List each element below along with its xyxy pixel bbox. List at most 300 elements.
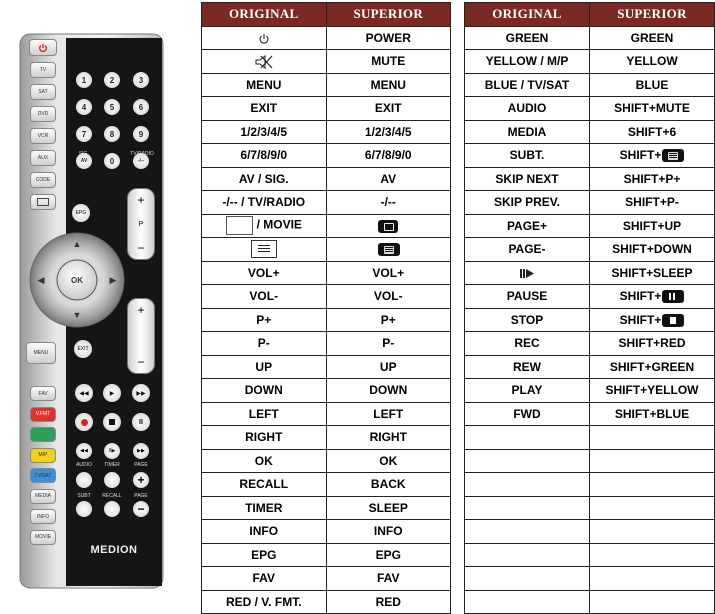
table-row (202, 26, 451, 50)
superior-label: VOL- (373, 289, 403, 304)
superior-label: VOL+ (372, 265, 405, 280)
teletext-button (30, 194, 56, 210)
original-cell (202, 543, 327, 567)
superior-cell (326, 332, 451, 356)
original-label: BLUE / TV/SAT (484, 77, 570, 92)
original-label: P- (257, 336, 270, 351)
transport-key-small: ▶▶ (133, 443, 149, 459)
original-cell (202, 426, 327, 450)
original-label: OK (254, 453, 273, 468)
original-cell (202, 590, 327, 614)
down-arrow-icon: ▼ (72, 310, 82, 320)
original-cell (465, 191, 590, 215)
original-label: MENU (246, 77, 282, 92)
mapping-table-right (464, 2, 715, 614)
original-label: AV / SIG. (238, 171, 289, 186)
table-row (202, 473, 451, 497)
superior-cell (326, 355, 451, 379)
round-key (104, 472, 120, 488)
superior-cell (326, 214, 451, 238)
original-cell (202, 355, 327, 379)
superior-cell (590, 590, 715, 614)
original-cell (465, 26, 590, 50)
original-label: REW (513, 359, 541, 374)
timer-label: TIMER (104, 461, 120, 468)
table-row (202, 120, 451, 144)
superior-label: SHIFT+ (619, 148, 662, 163)
superior-label: DOWN (369, 383, 408, 398)
page-label-2: PAGE (134, 492, 148, 499)
superior-label: UP (379, 359, 397, 374)
transport-key: ▶▶ (132, 384, 150, 402)
transport-key-small: II▶ (104, 443, 120, 459)
table-row (202, 97, 451, 121)
bottom-left-button: M/P (30, 448, 56, 463)
bottom-left-button: TV/SAT (30, 468, 56, 483)
original-cell (202, 97, 327, 121)
menu-button: MENU (26, 342, 56, 364)
numpad-key: -/-- (133, 153, 149, 169)
original-label: FWD (513, 406, 541, 421)
superior-label: POWER (365, 30, 411, 45)
original-cell (465, 238, 590, 262)
transport-key: ◀◀ (75, 384, 93, 402)
superior-label: LEFT (373, 406, 404, 421)
teletext-icon (251, 241, 277, 255)
table-row (202, 191, 451, 215)
source-button: SAT (30, 84, 56, 100)
subt-label: SUBT (77, 492, 91, 499)
original-label: PAUSE (506, 289, 548, 304)
numpad-key: 7 (76, 126, 92, 142)
superior-label: EPG (375, 547, 401, 562)
blank-box-icon (226, 218, 257, 232)
volume-rocker: + − (127, 298, 155, 374)
superior-cell (326, 50, 451, 74)
table-row (465, 308, 715, 332)
original-cell (465, 355, 590, 379)
numpad-key: 9 (133, 126, 149, 142)
superior-cell (590, 355, 715, 379)
superior-cell (326, 426, 451, 450)
superior-label: FAV (377, 571, 400, 586)
power-icon (258, 31, 270, 45)
superior-label: BACK (370, 477, 406, 492)
recall-label: RECALL (102, 492, 122, 499)
superior-cell (590, 332, 715, 356)
table-row (202, 73, 451, 97)
brand-logo: MEDION (90, 544, 138, 556)
original-label: RED / V. FMT. (225, 594, 302, 609)
original-cell (202, 473, 327, 497)
superior-cell (590, 473, 715, 497)
bottom-left-button: INFO (30, 509, 56, 524)
original-label: STOP (510, 312, 544, 327)
superior-cell (590, 144, 715, 168)
original-label: 1/2/3/4/5 (240, 124, 288, 139)
table-row (465, 214, 715, 238)
original-cell (202, 379, 327, 403)
superior-cell (590, 50, 715, 74)
table-row (465, 496, 715, 520)
bottom-left-button (30, 427, 56, 442)
table-row (465, 355, 715, 379)
pause-button: II (132, 413, 150, 431)
header-original: ORIGINAL (202, 3, 327, 27)
table-row (202, 238, 451, 262)
original-label: FAV (252, 571, 275, 586)
round-key (76, 472, 92, 488)
table-row (465, 426, 715, 450)
p-label: P (138, 220, 144, 228)
original-label: SKIP PREV. (493, 195, 561, 210)
table-row (465, 144, 715, 168)
table-row (465, 567, 715, 591)
table-row (465, 520, 715, 544)
superior-cell (326, 261, 451, 285)
superior-label: RED (375, 594, 401, 609)
table-row (465, 167, 715, 191)
numpad-key: 3 (133, 72, 149, 88)
superior-cell (326, 567, 451, 591)
table-row (202, 496, 451, 520)
original-cell (202, 332, 327, 356)
numpad-key: 5 (104, 99, 120, 115)
original-label: SKIP NEXT (495, 171, 559, 186)
black-stop-key-icon (661, 313, 684, 327)
original-cell (465, 167, 590, 191)
superior-cell (326, 238, 451, 262)
table-row (465, 332, 715, 356)
original-label: RECALL (239, 477, 289, 492)
superior-label: SLEEP (368, 500, 408, 515)
transport-key-small: ◀◀ (76, 443, 92, 459)
table-row (465, 285, 715, 309)
table-row (465, 73, 715, 97)
superior-label: RIGHT (369, 430, 407, 445)
superior-cell (590, 426, 715, 450)
sig-label: SIG (78, 150, 88, 157)
original-cell (202, 285, 327, 309)
up-arrow-icon: ▲ (72, 239, 82, 249)
original-cell (465, 261, 590, 285)
original-label: AUDIO (507, 101, 547, 116)
original-cell (465, 590, 590, 614)
table-row (465, 261, 715, 285)
original-cell (465, 379, 590, 403)
superior-cell (590, 120, 715, 144)
superior-cell (326, 520, 451, 544)
black-teletext-key-icon (661, 148, 684, 162)
superior-label: SHIFT+P- (625, 195, 679, 210)
step-play-icon (518, 266, 536, 280)
original-cell (465, 402, 590, 426)
superior-cell (590, 520, 715, 544)
bottom-left-button: MOVIE (30, 530, 56, 545)
tvradio-label: TV/RADIO (130, 150, 154, 157)
original-cell (202, 26, 327, 50)
superior-label: SHIFT+ (619, 312, 662, 327)
numpad-key: 1 (76, 72, 92, 88)
superior-cell (590, 191, 715, 215)
superior-label: 6/7/8/9/0 (364, 148, 412, 163)
black-pause-key-icon (661, 289, 684, 303)
table-row (202, 308, 451, 332)
original-label: SUBT. (509, 148, 545, 163)
table-row (465, 97, 715, 121)
numpad-key: 4 (76, 99, 92, 115)
rec-button (75, 413, 93, 431)
superior-label: SHIFT+UP (622, 218, 682, 233)
superior-cell (326, 285, 451, 309)
channel-rocker: + P − (127, 188, 155, 260)
superior-label: EXIT (374, 101, 402, 116)
original-cell (202, 191, 327, 215)
original-cell (202, 449, 327, 473)
black-key-icon (378, 219, 398, 233)
original-cell (202, 496, 327, 520)
superior-cell (590, 543, 715, 567)
source-button: VCR (30, 128, 56, 144)
superior-cell (326, 308, 451, 332)
superior-cell (326, 120, 451, 144)
superior-cell (326, 191, 451, 215)
original-cell (465, 97, 590, 121)
numpad-key: AV (76, 153, 92, 169)
remote-overlay (0, 0, 200, 612)
superior-label: BLUE (635, 77, 669, 92)
original-cell (202, 167, 327, 191)
table-row (202, 214, 451, 238)
original-cell (465, 567, 590, 591)
original-label: 6/7/8/9/0 (240, 148, 288, 163)
epg-button: EPG (72, 204, 90, 222)
superior-label: AV (380, 171, 397, 186)
superior-cell (590, 449, 715, 473)
original-label: PAGE- (508, 242, 546, 257)
superior-label: OK (379, 453, 398, 468)
left-arrow-icon: ◀ (37, 274, 45, 285)
table-row (202, 590, 451, 614)
table-row (465, 402, 715, 426)
mapping-table-left (201, 2, 451, 614)
original-cell (465, 285, 590, 309)
numpad-key: 6 (133, 99, 149, 115)
source-button: CODE (30, 172, 56, 188)
original-cell (202, 238, 327, 262)
superior-cell (326, 402, 451, 426)
round-key (76, 501, 92, 517)
superior-cell (326, 496, 451, 520)
superior-cell (590, 285, 715, 309)
original-label: INFO (249, 524, 279, 539)
superior-label: SHIFT+GREEN (609, 359, 695, 374)
original-label: EXIT (250, 101, 278, 116)
superior-label: MUTE (371, 54, 406, 69)
original-cell (465, 426, 590, 450)
superior-cell (590, 308, 715, 332)
header-original: ORIGINAL (465, 3, 590, 27)
table-row (465, 379, 715, 403)
superior-label: SHIFT+6 (627, 124, 677, 139)
round-key (104, 501, 120, 517)
stop-button (103, 413, 121, 431)
table-row (202, 144, 451, 168)
table-row (202, 355, 451, 379)
numpad-key: 8 (104, 126, 120, 142)
table-row (202, 520, 451, 544)
superior-cell (590, 73, 715, 97)
superior-label: SHIFT+MUTE (614, 101, 690, 116)
original-cell (202, 120, 327, 144)
superior-cell (590, 379, 715, 403)
superior-cell (590, 26, 715, 50)
superior-cell (590, 567, 715, 591)
page-minus-button: − (133, 501, 149, 517)
original-cell (465, 473, 590, 497)
original-label: LEFT (248, 406, 279, 421)
original-label: GREEN (505, 30, 549, 45)
original-label: PAGE+ (506, 218, 548, 233)
original-cell (202, 261, 327, 285)
original-label: TIMER (245, 500, 283, 515)
table-row (202, 332, 451, 356)
page-plus-button: + (133, 472, 149, 488)
header-superior: SUPERIOR (590, 3, 715, 27)
table-row (202, 449, 451, 473)
superior-cell (590, 97, 715, 121)
table-row (465, 26, 715, 50)
transport-key: ▶ (103, 384, 121, 402)
superior-cell (326, 590, 451, 614)
header-superior: SUPERIOR (326, 3, 451, 27)
superior-label: INFO (373, 524, 403, 539)
table-row (465, 473, 715, 497)
audio-label: AUDIO (76, 461, 92, 468)
original-cell (465, 50, 590, 74)
original-cell (202, 308, 327, 332)
original-label: EPG (251, 547, 277, 562)
superior-cell (590, 402, 715, 426)
bottom-left-button: FAV (30, 386, 56, 401)
superior-cell (326, 167, 451, 191)
superior-label: P+ (380, 312, 396, 327)
original-label: UP (255, 359, 273, 374)
mute-icon (253, 54, 275, 68)
superior-label: YELLOW (626, 54, 678, 69)
table-row (202, 167, 451, 191)
table-row (202, 426, 451, 450)
table-row (465, 238, 715, 262)
original-cell (202, 73, 327, 97)
original-label: PLAY (511, 383, 543, 398)
superior-cell (326, 144, 451, 168)
superior-cell (326, 473, 451, 497)
original-cell (202, 402, 327, 426)
superior-cell (590, 261, 715, 285)
table-row (465, 590, 715, 614)
table-row (465, 191, 715, 215)
original-label: VOL+ (247, 265, 280, 280)
table-row (202, 261, 451, 285)
original-cell (202, 50, 327, 74)
black-teletext-key-icon (377, 242, 400, 256)
table-row (465, 50, 715, 74)
superior-label: SHIFT+SLEEP (611, 265, 693, 280)
original-label: REC (514, 336, 540, 351)
original-cell (465, 449, 590, 473)
power-button (29, 39, 57, 56)
superior-cell (326, 449, 451, 473)
superior-cell (326, 97, 451, 121)
superior-label: SHIFT+ (619, 289, 662, 304)
original-cell (202, 144, 327, 168)
superior-label: SHIFT+DOWN (612, 242, 692, 257)
original-label: / MOVIE (256, 217, 302, 232)
superior-cell (326, 26, 451, 50)
superior-cell (326, 543, 451, 567)
superior-label: SHIFT+RED (618, 336, 686, 351)
original-cell (202, 520, 327, 544)
table-row (202, 402, 451, 426)
source-button: AUX (30, 150, 56, 166)
numpad-key: 0 (104, 153, 120, 169)
original-label: -/-- / TV/RADIO (222, 195, 306, 210)
original-cell (465, 308, 590, 332)
right-arrow-icon: ▶ (109, 274, 117, 285)
superior-cell (590, 496, 715, 520)
table-row (202, 285, 451, 309)
original-cell (465, 214, 590, 238)
superior-cell (590, 238, 715, 262)
superior-cell (590, 167, 715, 191)
original-label: VOL- (249, 289, 279, 304)
superior-cell (590, 214, 715, 238)
source-button: TV (30, 62, 56, 78)
original-label: P+ (256, 312, 272, 327)
original-cell (465, 332, 590, 356)
superior-label: GREEN (630, 30, 674, 45)
superior-label: P- (382, 336, 395, 351)
table-row (202, 379, 451, 403)
original-cell (465, 496, 590, 520)
table-row (202, 567, 451, 591)
original-cell (465, 520, 590, 544)
source-button: DVD (30, 106, 56, 122)
exit-button: EXIT (74, 340, 92, 358)
original-cell (202, 567, 327, 591)
ok-button: OK (71, 275, 83, 285)
superior-label: SHIFT+BLUE (614, 406, 690, 421)
superior-label: SHIFT+YELLOW (605, 383, 699, 398)
superior-label: MENU (370, 77, 406, 92)
original-label: RIGHT (245, 430, 283, 445)
original-label: MEDIA (507, 124, 547, 139)
bottom-left-button: V.FMT (30, 407, 56, 422)
bottom-left-button: MEDIA (30, 489, 56, 504)
superior-label: -/-- (380, 195, 396, 210)
original-cell (202, 214, 327, 238)
table-row (202, 543, 451, 567)
table-row (465, 449, 715, 473)
original-label: YELLOW / M/P (485, 54, 569, 69)
numpad-key: 2 (104, 72, 120, 88)
original-cell (465, 144, 590, 168)
original-cell (465, 120, 590, 144)
table-row (202, 50, 451, 74)
superior-cell (326, 73, 451, 97)
page-label: PAGE (134, 461, 148, 468)
